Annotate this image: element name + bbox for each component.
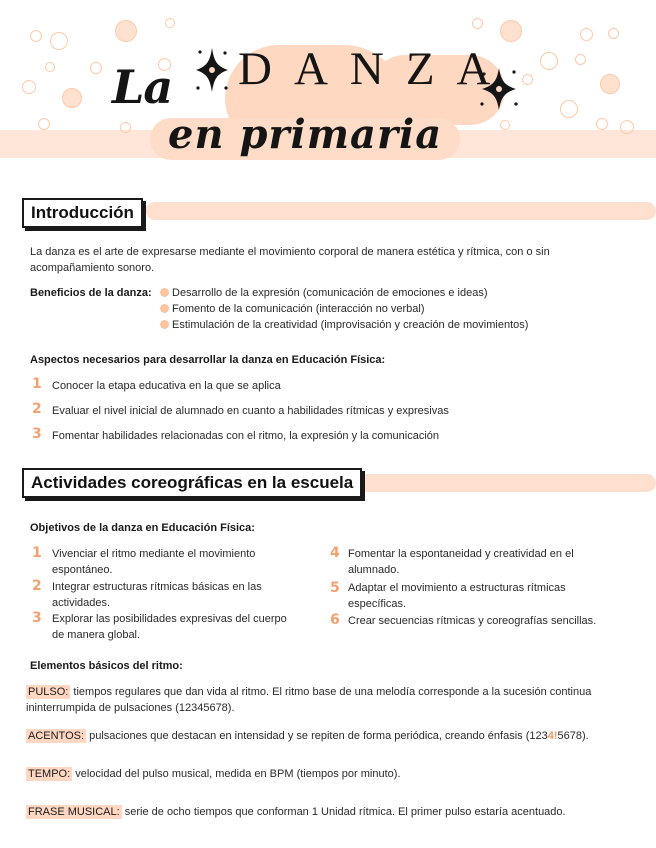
objective-item: Explorar las posibilidades expresivas del cuerpo de manera global. <box>52 613 287 641</box>
benefit-text: Estimulación de la creatividad (improvisación y creación de movimientos) <box>172 319 529 331</box>
objective-item: Integrar estructuras rítmicas básicas en las actividades. <box>52 581 262 609</box>
objective-item: Crear secuencias rítmicas y coreografías sencillas. <box>348 615 597 627</box>
decorative-circle <box>62 88 82 108</box>
objective-item: Fomentar la espontaneidad y creatividad en el alumnado. <box>348 548 574 576</box>
decorative-circle <box>575 54 586 65</box>
decorative-circle <box>608 28 619 39</box>
section-bar <box>330 474 656 492</box>
aspects-label: Aspectos necesarios para desarrollar la danza en Educación Física: <box>30 354 386 366</box>
number-marker: 1 <box>32 376 42 392</box>
number-marker: 3 <box>32 610 42 626</box>
rhythm-item-acentos <box>26 728 646 744</box>
decorative-circle <box>596 118 608 130</box>
accent-emphasis: 4! <box>547 730 558 742</box>
term-definition: pulsaciones que destacan en intensidad y se repiten de forma periódica, creando énfasis (123 <box>89 730 548 742</box>
number-marker: 4 <box>330 545 340 561</box>
benefit-item <box>160 301 630 317</box>
decorative-circle <box>120 122 131 133</box>
number-marker: 6 <box>330 612 340 628</box>
number-marker: 1 <box>32 545 42 561</box>
number-marker: 2 <box>32 401 42 417</box>
objective-item: Adaptar el movimiento a estructuras rítmicas específicas. <box>348 582 566 610</box>
intro-paragraph: La danza es el arte de expresarse mediante el movimiento corporal de manera estética y rítmica, con o sin acompañamiento sonoro. <box>30 246 550 274</box>
bullet-dot <box>160 320 169 329</box>
aspect-item: Fomentar habilidades relacionadas con el ritmo, la expresión y la comunicación <box>52 430 440 442</box>
decorative-circle <box>580 28 593 41</box>
decorative-circle <box>50 32 68 50</box>
benefit-text: Fomento de la comunicación (interacción no verbal) <box>172 303 425 315</box>
term-definition: serie de ocho tiempos que conforman 1 Unidad rítmica. El primer pulso estaría acentuado. <box>124 806 566 818</box>
benefits-label: Beneficios de la danza: <box>30 287 152 299</box>
number-marker: 2 <box>32 578 42 594</box>
rhythm-label: Elementos básicos del ritmo: <box>30 660 183 672</box>
title-prefix: La <box>112 60 173 114</box>
decorative-circle <box>45 62 55 72</box>
section-bar <box>146 202 656 220</box>
decorative-circle <box>22 80 36 94</box>
term-highlight: PULSO: <box>28 686 69 698</box>
term-definition: tiempos regulares que dan vida al ritmo. El ritmo base de una melodía corresponde a la sucesión continua ininterrumpida de pulsaciones (12345678). <box>26 686 592 714</box>
decorative-circle <box>38 118 50 130</box>
bullet-dot <box>160 288 169 297</box>
decorative-circle <box>540 52 558 70</box>
number-marker: 5 <box>330 580 340 596</box>
decorative-circle <box>522 74 533 85</box>
number-marker: 3 <box>32 426 42 442</box>
benefit-text: Desarrollo de la expresión (comunicación de emociones e ideas) <box>172 287 488 299</box>
term-highlight: ACENTOS: <box>28 730 85 742</box>
decorative-circle <box>500 20 522 42</box>
aspect-item: Evaluar el nivel inicial de alumnado en cuanto a habilidades rítmicas y expresivas <box>52 405 449 417</box>
section-heading-intro: Introducción <box>22 198 143 228</box>
objective-item: Vivenciar el ritmo mediante el movimiento espontáneo. <box>52 548 256 576</box>
aspect-item: Conocer la etapa educativa en la que se aplica <box>52 380 281 392</box>
page-title <box>238 42 512 96</box>
benefit-item <box>160 285 630 301</box>
decorative-circle <box>620 120 634 134</box>
rhythm-item-tempo <box>26 766 626 782</box>
decorative-circle <box>90 62 102 74</box>
objectives-label: Objetivos de la danza en Educación Física: <box>30 522 255 534</box>
title-letters: DANZA <box>238 43 513 95</box>
decorative-circle <box>115 20 137 42</box>
sparkle-icon <box>192 44 232 96</box>
decorative-circle <box>165 18 175 28</box>
term-highlight: TEMPO: <box>28 768 71 780</box>
bullet-dot <box>160 304 169 313</box>
page-subtitle: en primaria <box>168 111 443 158</box>
decorative-circle <box>560 100 578 118</box>
term-definition: 5678). <box>557 730 589 742</box>
decorative-circle <box>500 120 510 130</box>
rhythm-item-frase <box>26 804 646 820</box>
rhythm-item-pulso <box>26 684 626 716</box>
benefit-item <box>160 317 630 333</box>
term-definition: velocidad del pulso musical, medida en BPM (tiempos por minuto). <box>75 768 401 780</box>
section-heading-activities: Actividades coreográficas en la escuela <box>22 468 362 498</box>
decorative-circle <box>472 18 483 29</box>
decorative-circle <box>600 74 620 94</box>
page-header <box>0 0 656 175</box>
term-highlight: FRASE MUSICAL: <box>28 806 120 818</box>
decorative-circle <box>30 30 42 42</box>
